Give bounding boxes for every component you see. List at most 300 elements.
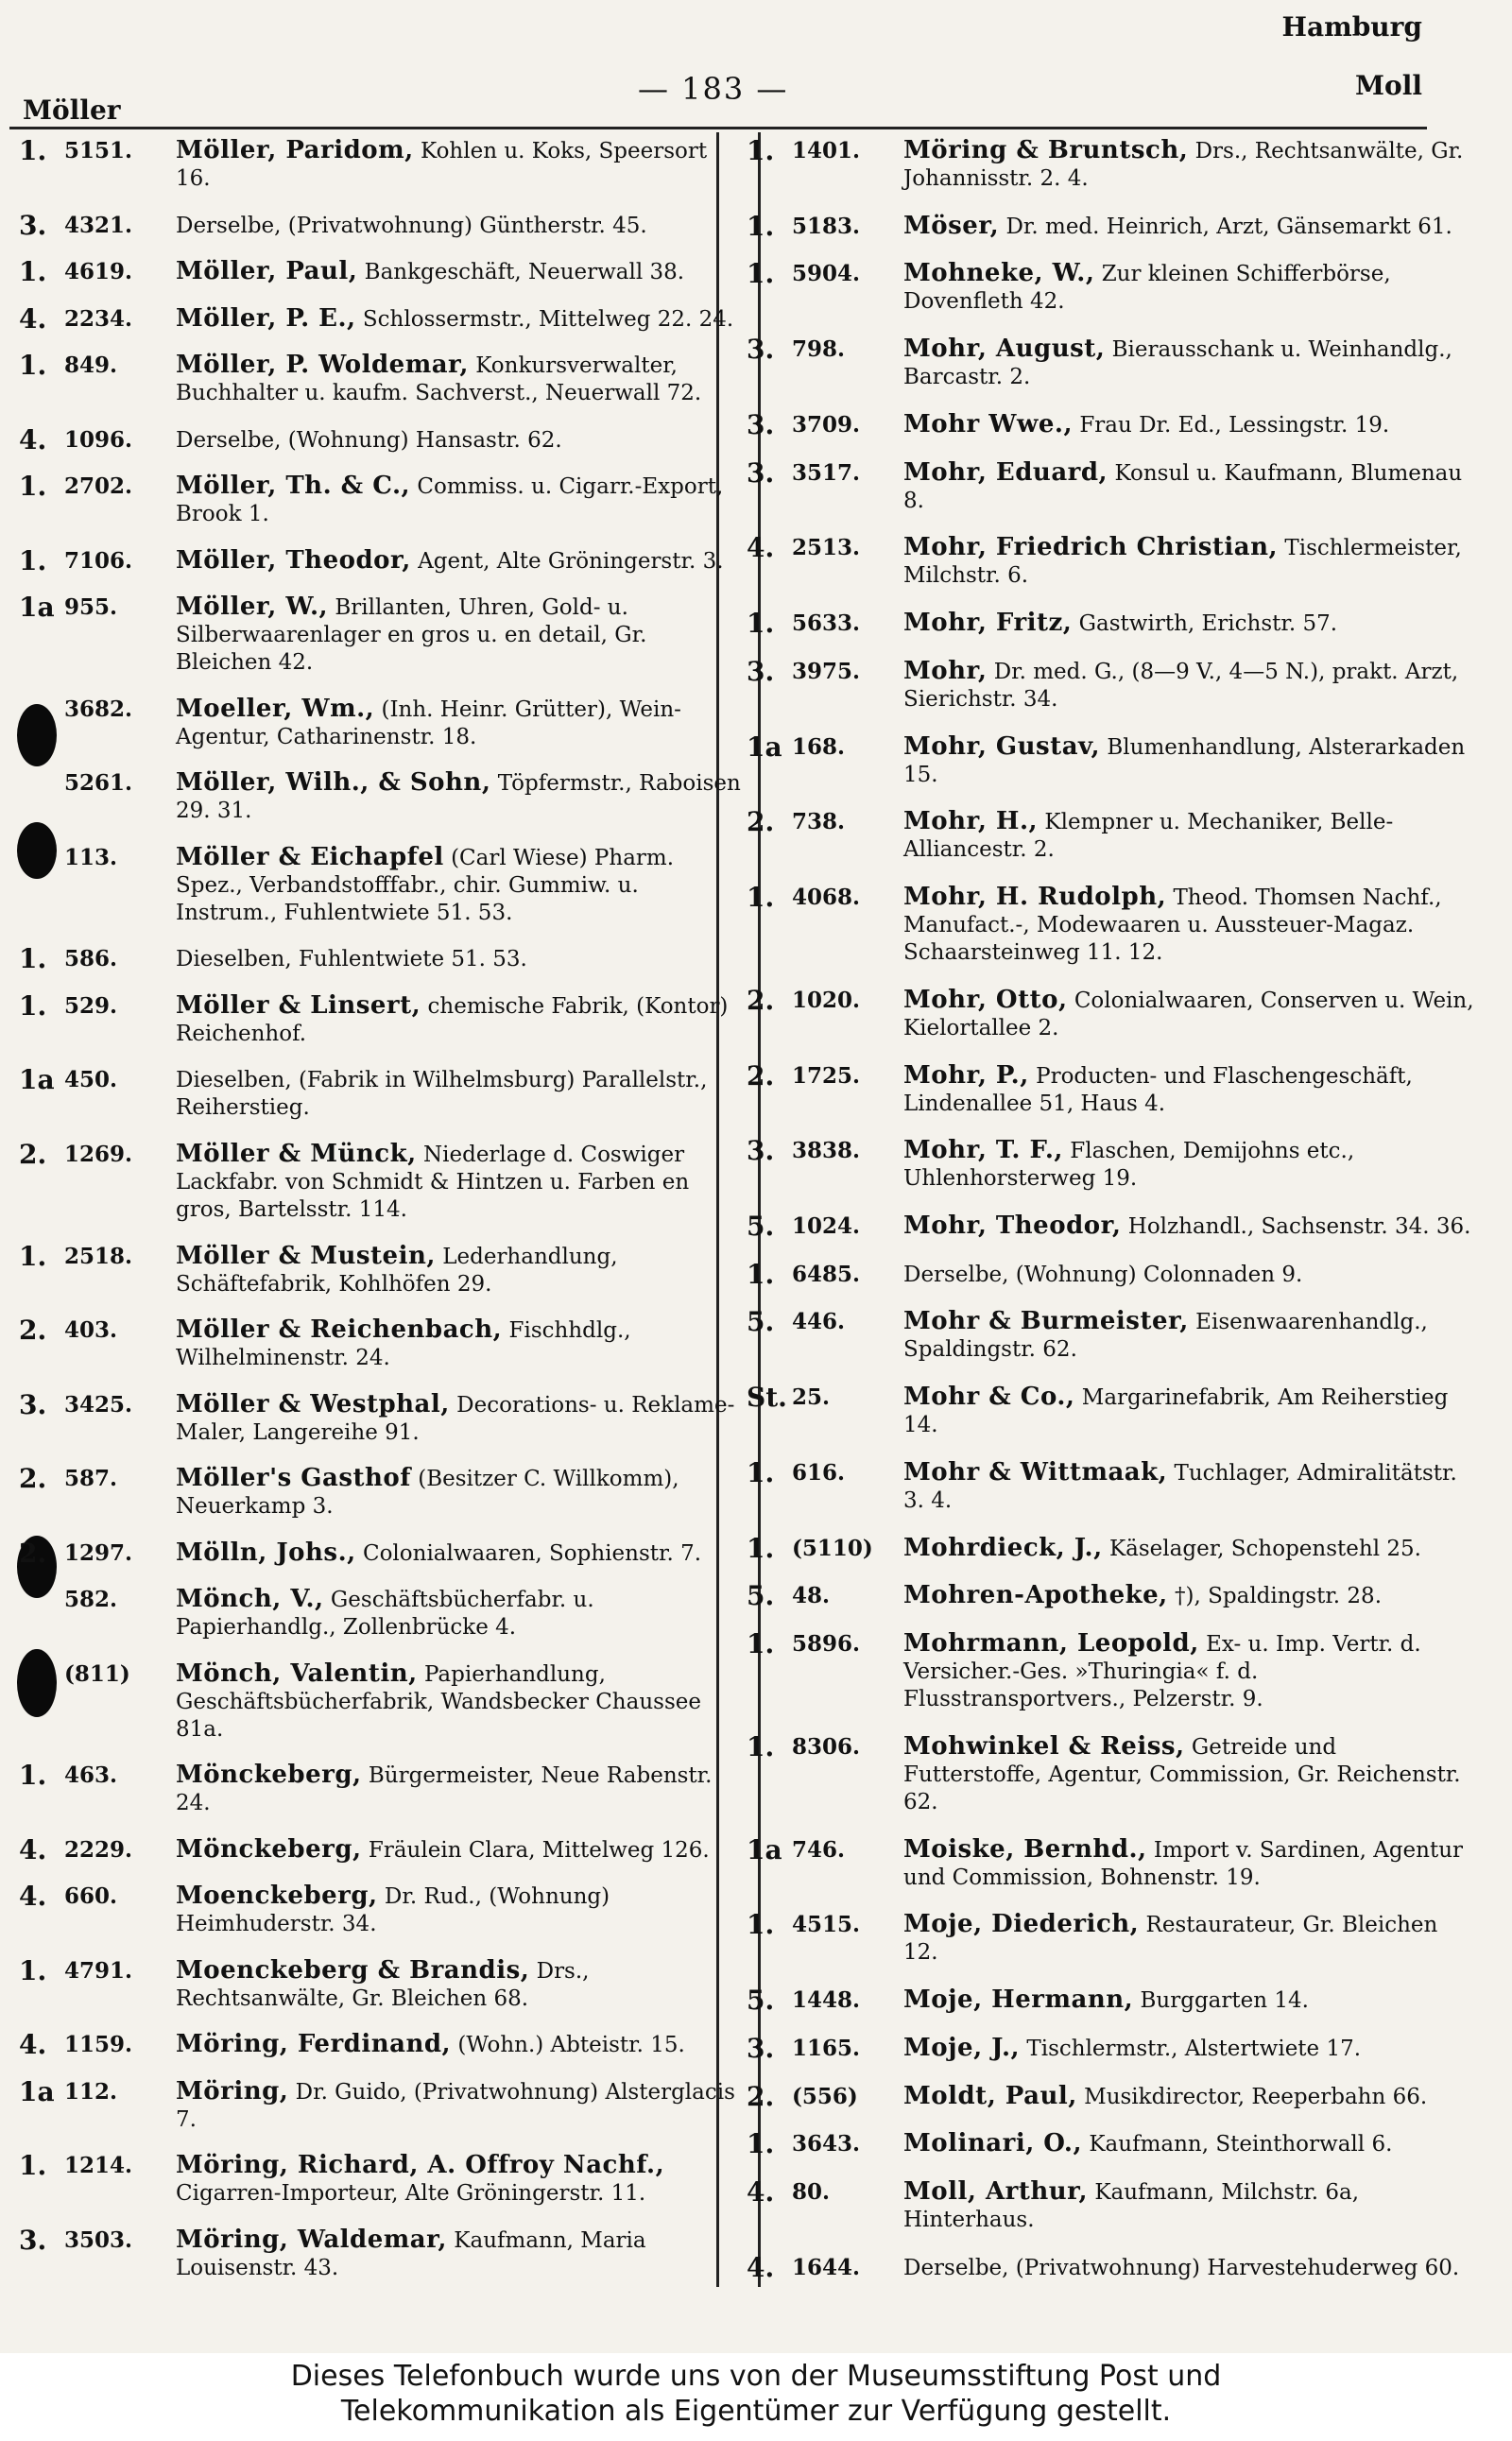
phone-number: (811) xyxy=(64,1660,130,1687)
entry-name: Mohr, Otto, xyxy=(903,985,1068,1014)
entry-text xyxy=(896,808,1474,864)
phone-number: 3425. xyxy=(64,1391,133,1418)
phone-number: 1214. xyxy=(64,2153,133,2179)
entry-details: Commiss. u. Cigarr.-Export, Brook 1. xyxy=(176,474,724,527)
directory-entry xyxy=(747,1456,1474,1515)
exchange-code: 5. xyxy=(747,1580,775,1612)
phone-number: 1401. xyxy=(792,138,861,163)
entry-details: (Inh. Heinr. Grütter), Wein-Agentur, Catharinenstr. 18. xyxy=(176,696,681,749)
entry-text xyxy=(168,2226,747,2282)
entry-details: Burggarten 14. xyxy=(1140,1988,1309,2014)
phone-number: 5633. xyxy=(792,610,861,637)
entry-text xyxy=(896,335,1474,391)
phone-number: 5151. xyxy=(64,138,133,163)
entry-text xyxy=(168,547,747,576)
entry-details: Lederhandlung, Schäftefabrik, Kohlhöfen 29. xyxy=(176,1244,618,1297)
footer-notice xyxy=(0,2353,1512,2441)
exchange-code: 1. xyxy=(19,1240,47,1272)
left-column xyxy=(19,137,747,2282)
entry-details: Kaufmann, Steinthorwall 6. xyxy=(1089,2132,1393,2157)
phone-number: 403. xyxy=(64,1317,118,1344)
phone-number: 5183. xyxy=(792,213,861,239)
phone-number: 4791. xyxy=(64,1957,133,1984)
phone-number: 2513. xyxy=(792,535,861,561)
exchange-code: 1. xyxy=(19,544,47,576)
entry-details: Derselbe, (Privatwohnung) Harvestehuderweg 60. xyxy=(903,2255,1460,2280)
entry-name: Möller, P. Woldemar, xyxy=(176,351,469,380)
exchange-code: 1. xyxy=(19,989,47,1022)
entry-name: Mohr, Theodor, xyxy=(903,1212,1122,1241)
entry-text xyxy=(168,992,747,1048)
entry-details: Dieselben, (Fabrik in Wilhelmsburg) Parallelstr., Reiherstieg. xyxy=(176,1068,708,1121)
phone-number: 738. xyxy=(792,809,846,835)
entry-name: Möser, xyxy=(903,211,1000,240)
exchange-code: 1. xyxy=(747,1456,775,1488)
entry-text xyxy=(896,137,1474,193)
directory-entry xyxy=(747,408,1474,440)
phone-number: 616. xyxy=(792,1459,846,1486)
entry-text xyxy=(896,987,1474,1042)
exchange-code xyxy=(19,696,64,751)
directory-entry xyxy=(19,1539,747,1568)
entry-details: Flaschen, Demijohns etc., Uhlenhorsterweg 19. xyxy=(903,1139,1355,1192)
entry-details: Blumenhandlung, Alsterarkaden 15. xyxy=(903,734,1466,787)
entry-details: Dr. med. Heinrich, Arzt, Gänsemarkt 61. xyxy=(1005,214,1452,239)
entry-details: Fräulein Clara, Mittelweg 126. xyxy=(368,1837,710,1863)
entry-details: Bürgermeister, Neue Rabenstr. 24. xyxy=(176,1763,713,1816)
entry-details: Niederlage d. Coswiger Lackfabr. von Schmidt & Hintzen u. Farben en gros, Bartelsstr. 114. xyxy=(176,1142,690,1222)
entry-details: Brillanten, Uhren, Gold- u. Silberwaarenlager en gros u. en detail, Gr. Bleichen 42. xyxy=(176,595,647,676)
directory-entry xyxy=(19,544,747,576)
exchange-code: 4. xyxy=(747,532,775,564)
phone-number: 2234. xyxy=(64,305,133,332)
directory-entry xyxy=(747,1630,1474,1713)
entry-name: Moeller, Wm., xyxy=(176,694,375,723)
entry-text xyxy=(896,1459,1474,1515)
directory-entry xyxy=(747,210,1474,242)
phone-number: 463. xyxy=(64,1762,118,1789)
exchange-code: 1. xyxy=(747,882,775,914)
exchange-code: 1. xyxy=(19,1954,47,1986)
entry-details: †), Spaldingstr. 28. xyxy=(1175,1584,1383,1609)
directory-entry xyxy=(747,984,1474,1042)
phone-number: 1269. xyxy=(64,1141,133,1167)
exchange-code: 1. xyxy=(19,471,47,503)
entry-details: Bierausschank u. Weinhandlg., Barcastr. 2. xyxy=(903,337,1452,390)
exchange-code: 2. xyxy=(19,1138,47,1170)
entry-text xyxy=(896,2083,1474,2111)
phone-number: 582. xyxy=(64,1587,118,1613)
entry-details: Theod. Thomsen Nachf., Manufact.-, Modewaaren u. Aussteuer-Magaz. Schaarsteinweg 11. 12. xyxy=(903,885,1442,966)
entry-name: Mohr & Burmeister, xyxy=(903,1307,1189,1336)
entry-details: Cigarren-Importeur, Alte Gröningerstr. 11. xyxy=(176,2181,646,2207)
entry-details: Fischhdlg., Wilhelminenstr. 24. xyxy=(176,1318,631,1371)
directory-entry xyxy=(747,1258,1474,1290)
phone-number: 80. xyxy=(792,2179,831,2206)
entry-name: Möller, P. E., xyxy=(176,303,356,333)
page-number: — 183 — xyxy=(638,71,789,107)
entry-name: Möller, Paridom, xyxy=(176,136,414,164)
directory-entry xyxy=(19,1316,747,1372)
entry-details: (Besitzer C. Willkomm), Neuerkamp 3. xyxy=(176,1467,679,1520)
entry-text xyxy=(896,260,1474,316)
exchange-code: 1a xyxy=(747,1833,782,1865)
exchange-code: 2. xyxy=(19,1315,47,1347)
entry-details: Drs., Rechtsanwälte, Gr. Johannisstr. 2. 4. xyxy=(903,139,1464,191)
entry-details: (Wohn.) Abteistr. 15. xyxy=(457,2033,685,2058)
phone-number: 4321. xyxy=(64,212,133,238)
phone-number: 2229. xyxy=(64,1836,133,1863)
entry-name: Möller & Münck, xyxy=(176,1139,417,1168)
exchange-code: 1. xyxy=(19,1760,47,1792)
entry-name: Mohneke, W., xyxy=(903,259,1095,288)
entry-details: Frau Dr. Ed., Lessingstr. 19. xyxy=(1079,412,1390,438)
entry-text xyxy=(168,473,747,528)
entry-text xyxy=(168,1586,747,1642)
exchange-code: St. xyxy=(747,1382,787,1414)
entry-name: Moenckeberg & Brandis, xyxy=(176,1955,530,1985)
exchange-code: 3. xyxy=(19,2224,47,2256)
directory-entry xyxy=(19,352,747,407)
directory-entry xyxy=(747,534,1474,590)
directory-entry xyxy=(747,1911,1474,1967)
entry-text xyxy=(896,534,1474,590)
directory-entry xyxy=(19,1066,747,1122)
entry-text xyxy=(896,213,1474,241)
directory-entry xyxy=(19,473,747,528)
exchange-code: 1a xyxy=(19,2075,55,2107)
exchange-code: 1. xyxy=(747,135,775,166)
phone-number: 798. xyxy=(792,336,846,363)
exchange-code: 3. xyxy=(19,1388,47,1420)
exchange-code: 3. xyxy=(747,2032,775,2064)
phone-number: 587. xyxy=(64,1466,118,1492)
entry-name: Möller & Reichenbach, xyxy=(176,1315,503,1345)
entry-text xyxy=(896,884,1474,967)
phone-number: (556) xyxy=(792,2083,858,2109)
entry-name: Mohren-Apotheke, xyxy=(903,1581,1168,1610)
entry-details: Colonialwaaren, Sophienstr. 7. xyxy=(362,1540,702,1566)
entry-text xyxy=(896,658,1474,713)
entry-details: Tuchlager, Admiralitätstr. 3. 4. xyxy=(903,1460,1457,1513)
entry-details: Import v. Sardinen, Agentur und Commission, Bohnenstr. 19. xyxy=(903,1837,1464,1890)
directory-entry xyxy=(19,1660,747,1744)
entry-name: Möller, W., xyxy=(176,593,329,622)
entry-details: Derselbe, (Wohnung) Hansastr. 62. xyxy=(176,427,562,453)
entry-text xyxy=(168,1957,747,2013)
exchange-code xyxy=(19,769,64,825)
entry-name: Moldt, Paul, xyxy=(903,2081,1077,2110)
phone-number: 1096. xyxy=(64,426,133,453)
directory-entry xyxy=(747,1212,1474,1241)
exchange-code: 4. xyxy=(19,1833,47,1865)
entry-name: Möller's Gasthof xyxy=(176,1464,411,1493)
entry-name: Moiske, Bernhd., xyxy=(903,1834,1147,1864)
directory-entry xyxy=(747,733,1474,789)
entry-details: Agent, Alte Gröningerstr. 3. xyxy=(418,548,724,574)
entry-name: Moenckeberg, xyxy=(176,1882,378,1911)
exchange-code: 1. xyxy=(19,2150,47,2182)
entry-details: Käselager, Schopenstehl 25. xyxy=(1108,1536,1421,1561)
exchange-code: 2. xyxy=(747,1059,775,1092)
entry-name: Moje, J., xyxy=(903,2033,1021,2062)
entry-name: Mohr, H., xyxy=(903,807,1039,836)
entry-text xyxy=(168,137,747,193)
phone-number: 3643. xyxy=(792,2131,861,2157)
entry-text xyxy=(896,1733,1474,1816)
phone-number: 4068. xyxy=(792,885,861,911)
entry-name: Mohr, August, xyxy=(903,335,1106,364)
exchange-code: 1. xyxy=(747,1730,775,1762)
directory-entry xyxy=(19,1240,747,1298)
entry-details: Kohlen u. Koks, Speersort 16. xyxy=(176,139,708,191)
entry-text xyxy=(168,1316,747,1372)
exchange-code: 1. xyxy=(747,1258,775,1290)
entry-name: Möring, xyxy=(176,2076,289,2106)
entry-text xyxy=(896,2130,1474,2158)
header-right-keyword: Moll xyxy=(1355,70,1422,101)
entry-text xyxy=(168,1539,747,1568)
entry-details: Eisenwaarenhandlg., Spaldingstr. 62. xyxy=(903,1310,1428,1363)
entry-details: (Carl Wiese) Pharm. Spez., Verbandstofffabr., chir. Gummiw. u. Instrum., Fuhlentwiete 51. 53. xyxy=(176,845,675,925)
entry-details: Holzhandl., Sachsenstr. 34. 36. xyxy=(1127,1214,1471,1240)
exchange-code: 2. xyxy=(747,2080,775,2112)
directory-entry xyxy=(747,1833,1474,1892)
entry-name: Mohwinkel & Reiss, xyxy=(903,1731,1185,1761)
phone-number: 3682. xyxy=(64,696,133,722)
entry-text xyxy=(896,1911,1474,1967)
directory-entry xyxy=(19,1586,747,1642)
entry-name: Mohrdieck, J., xyxy=(903,1533,1103,1562)
entry-text xyxy=(896,1137,1474,1193)
phone-number: 3517. xyxy=(792,459,861,486)
entry-name: Mohr, P., xyxy=(903,1060,1029,1090)
entry-name: Möring, Waldemar, xyxy=(176,2225,447,2254)
phone-number: 1644. xyxy=(792,2254,861,2280)
exchange-code: 2. xyxy=(747,984,775,1016)
directory-entry xyxy=(747,335,1474,391)
phone-number: 955. xyxy=(64,594,118,621)
phone-number: 5261. xyxy=(64,770,133,797)
directory-entry xyxy=(19,696,747,751)
entry-text xyxy=(896,733,1474,789)
entry-name: Mohr, Fritz, xyxy=(903,609,1073,638)
directory-entry xyxy=(747,260,1474,316)
entry-text xyxy=(168,945,747,973)
entry-name: Mohr, Eduard, xyxy=(903,457,1108,487)
entry-details: Konsul u. Kaufmann, Blumenau 8. xyxy=(903,460,1463,513)
exchange-code: 1. xyxy=(747,1909,775,1941)
phone-number: (5110) xyxy=(792,1535,873,1561)
directory-entry xyxy=(747,1986,1474,2015)
entry-name: Möller & Mustein, xyxy=(176,1241,436,1270)
exchange-code: 5. xyxy=(747,1985,775,2017)
phone-number: 586. xyxy=(64,946,118,972)
entry-name: Mohr & Wittmaak, xyxy=(903,1457,1168,1487)
phone-number: 746. xyxy=(792,1836,846,1863)
entry-name: Mohrmann, Leopold, xyxy=(903,1629,1199,1659)
entry-name: Mohr, xyxy=(903,656,988,685)
entry-details: Tischlermstr., Alstertwiete 17. xyxy=(1026,2036,1362,2061)
phone-number: 5904. xyxy=(792,261,861,287)
entry-text xyxy=(168,1882,747,1938)
entry-details: Dieselben, Fuhlentwiete 51. 53. xyxy=(176,947,527,972)
entry-text xyxy=(896,1836,1474,1892)
phone-number: 446. xyxy=(792,1309,846,1335)
entry-name: Möller, Paul, xyxy=(176,257,358,286)
entry-details: Klempner u. Mechaniker, Belle-Alliancestr. 2. xyxy=(903,810,1394,863)
phone-number: 1725. xyxy=(792,1062,861,1089)
entry-text xyxy=(168,1836,747,1865)
phone-number: 849. xyxy=(64,352,118,379)
entry-text xyxy=(896,1535,1474,1563)
entry-details: Konkursverwalter, Buchhalter u. kaufm. Sachverst., Neuerwall 72. xyxy=(176,353,702,406)
exchange-code: 1. xyxy=(747,1532,775,1564)
entry-text xyxy=(896,1630,1474,1713)
entry-details: Decorations- u. Reklame-Maler, Langereihe 91. xyxy=(176,1392,735,1445)
phone-number: 3975. xyxy=(792,658,861,684)
directory-entry xyxy=(747,456,1474,515)
phone-number: 1020. xyxy=(792,987,861,1013)
entry-name: Möring, Richard, A. Offroy Nachf., xyxy=(176,2151,665,2180)
entry-name: Molinari, O., xyxy=(903,2129,1083,2158)
directory-entry xyxy=(19,258,747,286)
exchange-code: 4. xyxy=(19,2029,47,2061)
directory-entry xyxy=(19,2031,747,2059)
directory-entry xyxy=(747,808,1474,864)
directory-entry xyxy=(19,989,747,1048)
directory-entry xyxy=(19,945,747,973)
entry-name: Möller & Linsert, xyxy=(176,990,421,1020)
directory-entry xyxy=(747,2032,1474,2064)
entry-name: Mönch, V., xyxy=(176,1585,324,1614)
exchange-code: 1a xyxy=(19,592,55,624)
entry-text xyxy=(168,1141,747,1224)
entry-name: Möller, Theodor, xyxy=(176,545,411,575)
exchange-code: 1a xyxy=(19,1064,55,1096)
phone-number: 1159. xyxy=(64,2032,133,2058)
exchange-code: 1a xyxy=(747,731,782,763)
entry-details: Musikdirector, Reeperbahn 66. xyxy=(1084,2084,1428,2109)
exchange-code: 1. xyxy=(747,258,775,290)
exchange-code: 5. xyxy=(747,1211,775,1243)
entry-name: Möller & Eichapfel xyxy=(176,842,444,871)
directory-entry xyxy=(747,1308,1474,1364)
phone-number: 25. xyxy=(792,1384,831,1411)
entry-details: Dr. Rud., (Wohnung) Heimhuderstr. 34. xyxy=(176,1884,610,1937)
directory-entry xyxy=(747,2178,1474,2234)
directory-entry xyxy=(747,610,1474,638)
entry-text xyxy=(168,1066,747,1122)
exchange-code: 1. xyxy=(747,2128,775,2160)
phone-number: 3838. xyxy=(792,1138,861,1164)
entry-details: Colonialwaaren, Conserven u. Wein, Kielortallee 2. xyxy=(903,988,1474,1040)
entry-text xyxy=(168,844,747,927)
exchange-code: 3. xyxy=(747,1135,775,1167)
exchange-code: 2. xyxy=(19,1537,47,1569)
directory-entry xyxy=(747,884,1474,967)
exchange-code: 1. xyxy=(19,943,47,975)
exchange-code: 4. xyxy=(747,2251,775,2283)
entry-text xyxy=(168,426,747,455)
directory-entry xyxy=(19,1954,747,2013)
entry-name: Möring, Ferdinand, xyxy=(176,2030,452,2059)
directory-entry xyxy=(19,1388,747,1447)
entry-name: Moje, Hermann, xyxy=(903,1985,1134,2015)
entry-name: Möller & Westphal, xyxy=(176,1389,450,1418)
entry-details: Papierhandlung, Geschäftsbücherfabrik, Wandsbecker Chaussee 81a. xyxy=(176,1661,701,1742)
entry-text xyxy=(896,1212,1474,1241)
entry-details: Producten- und Flaschengeschäft, Lindenallee 51, Haus 4. xyxy=(903,1063,1413,1116)
directory-entry xyxy=(747,1582,1474,1610)
directory-entry xyxy=(19,769,747,825)
exchange-code: 3. xyxy=(747,334,775,366)
entry-text xyxy=(896,1062,1474,1118)
entry-text xyxy=(168,305,747,334)
phone-number: 113. xyxy=(64,844,118,870)
exchange-code: 1. xyxy=(747,210,775,242)
entry-text xyxy=(168,593,747,677)
entry-details: Geschäftsbücherfabr. u. Papierhandlg., Zollenbrücke 4. xyxy=(176,1588,594,1641)
entry-text xyxy=(168,1660,747,1744)
entry-details: Zur kleinen Schifferbörse, Dovenfleth 42. xyxy=(903,262,1391,315)
directory-entry xyxy=(19,2226,747,2282)
phone-number: 112. xyxy=(64,2078,118,2105)
directory-entry xyxy=(747,2251,1474,2283)
exchange-code: 1. xyxy=(747,608,775,640)
entry-details: Margarinefabrik, Am Reiherstieg 14. xyxy=(903,1385,1449,1438)
exchange-code xyxy=(19,1660,64,1744)
phone-number: 1297. xyxy=(64,1539,133,1566)
directory-entry xyxy=(747,2080,1474,2112)
phone-number: 2518. xyxy=(64,1243,133,1269)
entry-name: Möring & Bruntsch, xyxy=(903,136,1189,164)
entry-name: Mohr, Friedrich Christian, xyxy=(903,533,1279,562)
phone-number: 6485. xyxy=(792,1261,861,1287)
phone-number: 2702. xyxy=(64,473,133,500)
entry-text xyxy=(896,1986,1474,2015)
entry-text xyxy=(896,411,1474,439)
directory-entry xyxy=(19,302,747,335)
exchange-code: 2. xyxy=(19,1463,47,1495)
entry-name: Mohr, Gustav, xyxy=(903,731,1101,761)
entry-details: chemische Fabrik, (Kontor) Reichenhof. xyxy=(176,993,729,1046)
phone-number: 529. xyxy=(64,992,118,1019)
directory-entry xyxy=(19,593,747,677)
entry-details: Dr. Guido, (Privatwohnung) Alsterglacis 7. xyxy=(176,2079,735,2132)
directory-entry xyxy=(19,2152,747,2208)
entry-details: Derselbe, (Wohnung) Colonnaden 9. xyxy=(903,1262,1303,1287)
entry-text xyxy=(168,1762,747,1817)
directory-entry xyxy=(747,1384,1474,1439)
footer-line-1: Dieses Telefonbuch wurde uns von der Museumsstiftung Post und xyxy=(290,2360,1222,2393)
entry-text xyxy=(168,258,747,286)
entry-text xyxy=(896,2178,1474,2234)
entry-text xyxy=(896,1582,1474,1610)
directory-entry xyxy=(747,1059,1474,1118)
phone-number: 3709. xyxy=(792,411,861,438)
entry-text xyxy=(896,1308,1474,1364)
entry-text xyxy=(168,696,747,751)
directory-entry xyxy=(19,423,747,456)
entry-text xyxy=(168,1465,747,1521)
entry-details: Kaufmann, Milchstr. 6a, Hinterhaus. xyxy=(903,2180,1360,2233)
exchange-code: 3. xyxy=(747,456,775,489)
directory-entry xyxy=(19,1138,747,1224)
directory-entry xyxy=(747,2130,1474,2158)
directory-entry xyxy=(747,1730,1474,1816)
phone-number: 7106. xyxy=(64,547,133,574)
